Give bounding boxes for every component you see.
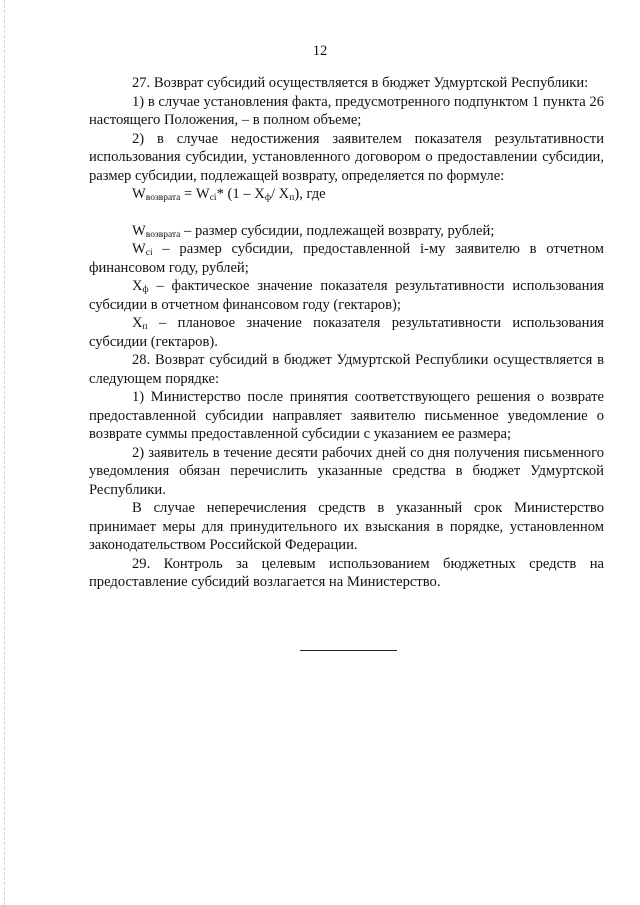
definition-x-plan: $X_п$ – плановое значение показателя результативности использования субсидии (гектаров). [89, 315, 604, 350]
page-number: 12 [312, 43, 328, 59]
definition-x-fact: $X_ф$ – фактическое значение показателя результативности использования субсидии в отчетном финансовом году (гектаров); [89, 278, 604, 313]
paragraph-29: 29. Контроль за целевым использованием бюджетных средств на предоставление субсидий возлагается на Министерство. [89, 555, 604, 590]
paragraph-28-item-2: 2) заявитель в течение десяти рабочих дней со дня получения письменного уведомления обязан перечислить указанные средства в бюджет Удмуртской Республики. [89, 444, 604, 498]
scan-edge-line [4, 0, 5, 905]
paragraph-28-enforcement: В случае неперечисления средств в указанный срок Министерство принимает меры для принудительного их взыскания в порядке, установленном законодательством Российской Федерации. [89, 500, 604, 553]
paragraph-27-item-1: 1) в случае установления факта, предусмотренного подпунктом 1 пункта 26 настоящего Положения, – в полном объеме; [89, 93, 604, 128]
paragraph-28: 28. Возврат субсидий в бюджет Удмуртской Республики осуществляется в следующем порядке: [89, 352, 604, 387]
refund-formula: $W_{возврата} = W_{ci}*$ ($1 - X_ф/$ $X_п$), где [132, 186, 326, 203]
document-body [89, 74, 604, 592]
definition-w-ci: $W_{ci}$ – размер субсидии, предоставленной i-му заявителю в отчетном финансовом году, рублей; [89, 241, 604, 276]
paragraph-27: 27. Возврат субсидий осуществляется в бюджет Удмуртской Республики: [132, 75, 589, 91]
definition-w-refund: $W_{возврата}$ – размер субсидии, подлежащей возврату, рублей; [132, 222, 495, 240]
closing-rule-line [300, 650, 397, 651]
paragraph-28-item-1: 1) Министерство после принятия соответствующего решения о возврате предоставленной субсидии направляет заявителю письменное уведомление о возврате суммы предоставленной субсидии с указанием ее размера; [89, 389, 604, 442]
paragraph-27-item-2: 2) в случае недостижения заявителем показателя результативности использования субсидии, установленного договором о предоставлении субсидии, размер субсидии, подлежащей возврату, определяется по формуле: [89, 130, 604, 184]
